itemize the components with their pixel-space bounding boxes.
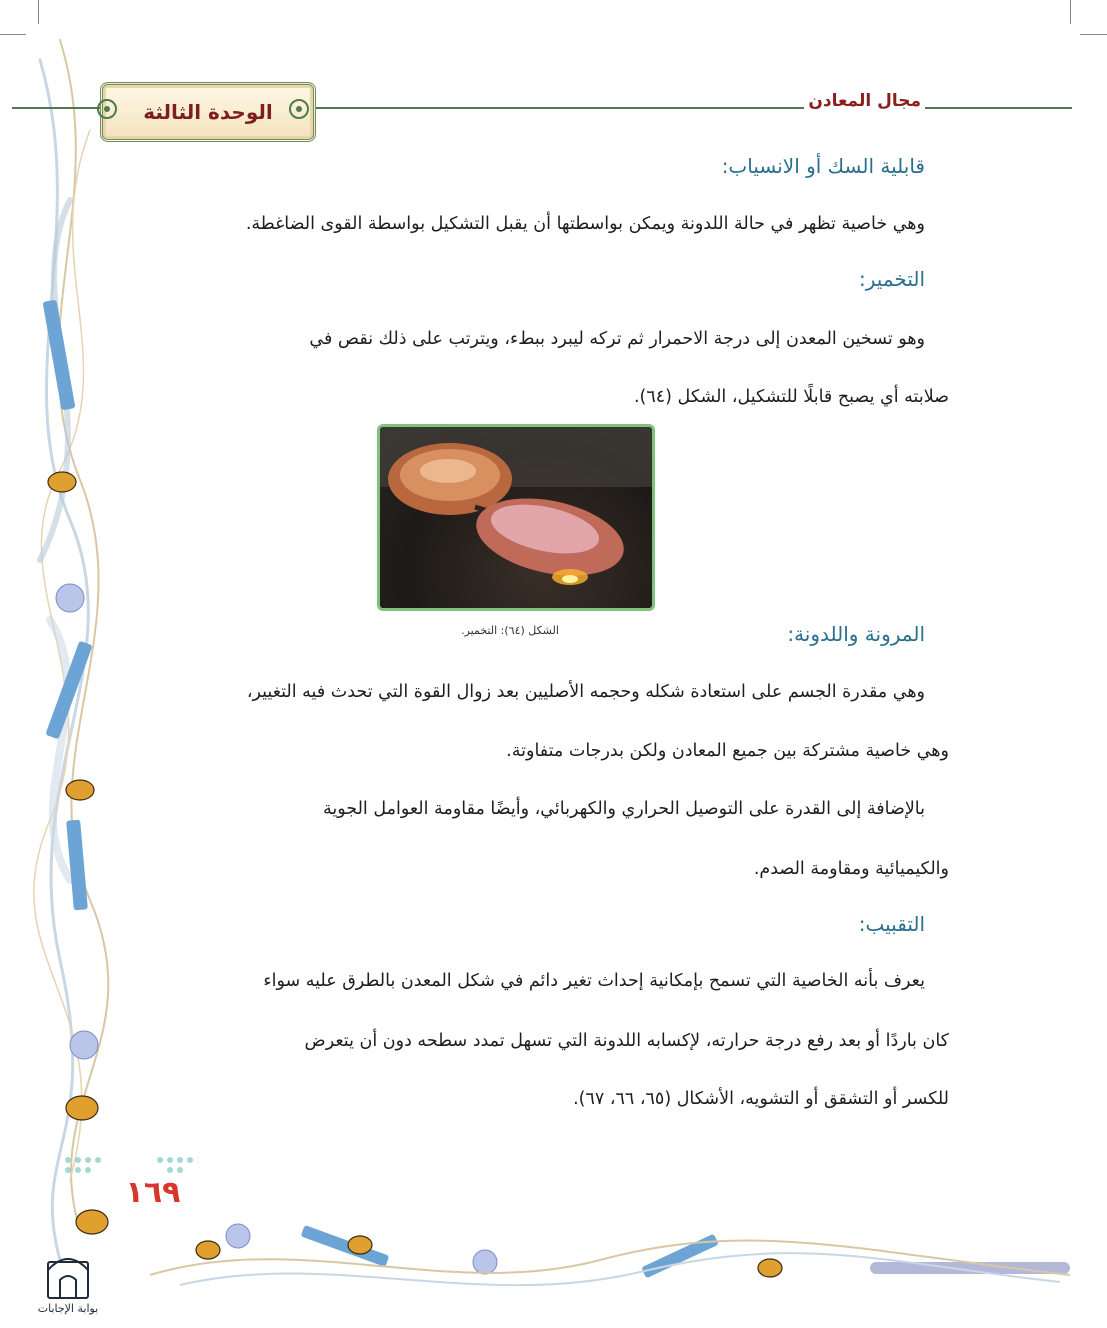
ornament-icon [92, 94, 122, 124]
paragraph-line: يعرف بأنه الخاصية التي تسمح بإمكانية إحداث تغير دائم في شكل المعدن بالطرق عليه سواء [263, 971, 925, 991]
unit-label: الوحدة الثالثة [143, 100, 273, 124]
field-title: مجال المعادن [804, 91, 925, 111]
paragraph-line: للكسر أو التشقق أو التشويه، الأشكال (٦٥، ٦٦، ٦٧). [573, 1089, 949, 1109]
paragraph-line: صلابته أي يصبح قابلًا للتشكيل، الشكل (٦٤). [633, 387, 949, 407]
section-heading: المرونة واللدونة: [787, 622, 925, 646]
paragraph-line: وهي خاصية مشتركة بين جميع المعادن ولكن بدرجات متفاوتة. [506, 741, 949, 761]
section-heading: التقبيب: [858, 912, 925, 936]
paragraph-line: وهي مقدرة الجسم على استعادة شكله وحجمه الأصليين بعد زوال القوة التي تحدث فيه التغيير، [246, 682, 925, 702]
section-heading: قابلية السك أو الانسياب: [721, 154, 925, 178]
annealing-image [380, 427, 652, 608]
ornament-icon [284, 94, 314, 124]
paragraph-line: والكيميائية ومقاومة الصدم. [753, 859, 949, 879]
site-logo-text: بوابة الإجابات [37, 1302, 99, 1315]
paragraph-line: وهو تسخين المعدن إلى درجة الاحمرار ثم تركه ليبرد ببطء، ويترتب على ذلك نقص في [309, 329, 925, 349]
paragraph-line: كان باردًا أو بعد رفع درجة حرارته، لإكسابه اللدونة التي تسهل تمدد سطحه دون أن يتعرض [304, 1031, 949, 1051]
paragraph-line: بالإضافة إلى القدرة على التوصيل الحراري والكهربائي، وأيضًا مقاومة العوامل الجوية [322, 799, 925, 819]
page-number: ١٦٩ [125, 1174, 181, 1210]
annealing-photo [377, 424, 655, 611]
figure-caption: الشكل (٦٤): التخمير. [461, 624, 559, 637]
section-heading: التخمير: [859, 267, 925, 291]
paragraph-line: وهي خاصية تظهر في حالة اللدونة ويمكن بواسطتها أن يقبل التشكيل بواسطة القوى الضاغطة. [245, 214, 925, 234]
